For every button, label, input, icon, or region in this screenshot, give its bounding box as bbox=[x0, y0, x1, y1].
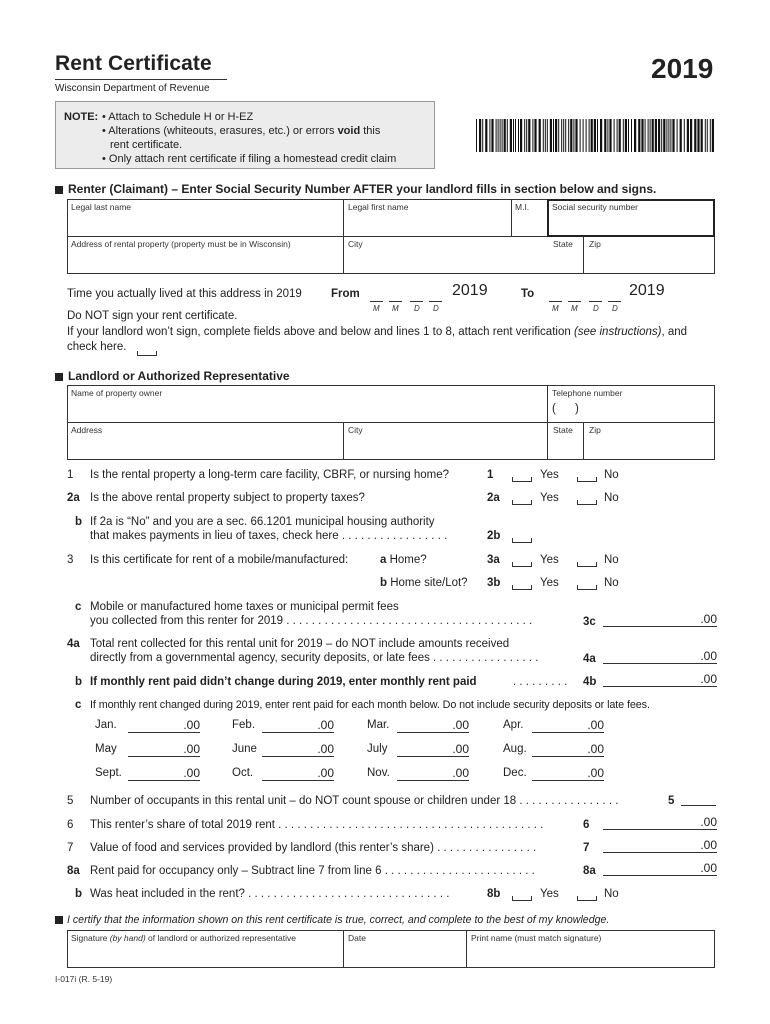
month-label-dec: Dec. bbox=[503, 767, 527, 779]
barcode-bar bbox=[563, 119, 564, 152]
barcode-bar bbox=[641, 119, 643, 152]
barcode-bar bbox=[528, 119, 530, 152]
line-8b-text: Was heat included in the rent? . . . . . . . . . . . . . . . . . . . . . . . . . . . . . . . . bbox=[90, 888, 450, 900]
line-2b-number: b bbox=[75, 516, 83, 528]
barcode-bar bbox=[570, 119, 572, 152]
line-4a-number: 4a bbox=[67, 638, 80, 650]
note-line-2: • Alterations (whiteouts, erasures, etc.) or errors void this bbox=[102, 125, 381, 137]
line-5-text: Number of occupants in this rental unit – do NOT count spouse or children under 18 . . . . . . . . . . . . . . . . bbox=[90, 795, 619, 807]
barcode-bar bbox=[619, 119, 621, 152]
barcode-bar bbox=[623, 119, 624, 152]
barcode-bar bbox=[543, 119, 544, 152]
cents-label: .00 bbox=[700, 672, 717, 686]
barcode-bar bbox=[504, 119, 506, 152]
landlord-city-label: City bbox=[348, 425, 363, 435]
line-1-number: 1 bbox=[67, 469, 74, 481]
cents-label: .00 bbox=[587, 718, 604, 732]
barcode-bar bbox=[550, 119, 552, 152]
line-3-text: Is this certificate for rent of a mobile/manufactured: bbox=[90, 554, 349, 566]
mm-label: M bbox=[571, 304, 578, 313]
line-3b-yes-checkbox[interactable] bbox=[512, 585, 532, 590]
barcode-bar bbox=[648, 119, 649, 152]
mm-label: M bbox=[392, 304, 399, 313]
landlord-address-label: Address bbox=[71, 425, 103, 435]
barcode-bar bbox=[652, 119, 654, 152]
line-7-number: 7 bbox=[67, 842, 74, 854]
line-3a-ref: 3a bbox=[487, 554, 500, 566]
line-6-number: 6 bbox=[67, 819, 74, 831]
line-4b-number: b bbox=[75, 676, 83, 688]
month-amount-oct[interactable] bbox=[262, 766, 334, 781]
phone-parens: ( ) bbox=[552, 403, 579, 415]
from-day-digit[interactable] bbox=[410, 301, 423, 302]
cents-label: .00 bbox=[587, 766, 604, 780]
barcode-bar bbox=[489, 119, 490, 152]
line-3c-amount-field[interactable] bbox=[603, 612, 717, 627]
barcode-bar bbox=[604, 119, 606, 152]
barcode-bar bbox=[631, 119, 632, 152]
divider bbox=[583, 236, 584, 274]
line-4a-text-2: directly from a governmental agency, security deposits, or late fees . . . . . . . . . . . . . . . . . bbox=[90, 652, 539, 664]
month-label-jun: June bbox=[232, 743, 257, 755]
yes-label: Yes bbox=[540, 554, 559, 566]
line-3a-text: a Home? bbox=[380, 554, 427, 566]
barcode-bar bbox=[594, 119, 596, 152]
certify-text: I certify that the information shown on this rent certificate is true, correct, and complete to the best of my knowledge. bbox=[67, 914, 610, 926]
barcode-bar bbox=[661, 119, 662, 152]
from-label: From bbox=[331, 288, 360, 300]
renter-city-label: City bbox=[348, 239, 363, 249]
line-6-text: This renter’s share of total 2019 rent . . . . . . . . . . . . . . . . . . . . . . . . . . . . . . . . . . . . . . . . . . bbox=[90, 819, 544, 831]
barcode-bar bbox=[625, 119, 627, 152]
divider bbox=[583, 422, 584, 460]
signature-field[interactable] bbox=[68, 944, 342, 967]
print-name-field[interactable] bbox=[467, 944, 714, 967]
month-amount-dec[interactable] bbox=[532, 766, 604, 781]
renter-zip-label: Zip bbox=[589, 239, 601, 249]
cents-label: .00 bbox=[452, 766, 469, 780]
line-1-ref: 1 bbox=[487, 469, 494, 481]
line-6-amount-field[interactable] bbox=[603, 815, 717, 830]
note-label: NOTE: bbox=[64, 111, 99, 123]
line-4a-ref: 4a bbox=[583, 653, 596, 665]
no-label: No bbox=[604, 888, 619, 900]
to-day-digit[interactable] bbox=[589, 301, 602, 302]
barcode-bar bbox=[532, 119, 533, 152]
time-lived-label: Time you actually lived at this address in 2019 bbox=[67, 288, 302, 300]
cents-label: .00 bbox=[183, 766, 200, 780]
barcode-bar bbox=[515, 119, 516, 152]
date-field[interactable] bbox=[344, 944, 465, 967]
note-line-4: • Only attach rent certificate if filing a homestead credit claim bbox=[102, 153, 397, 165]
barcode-bar bbox=[558, 119, 559, 152]
legal-first-name-label: Legal first name bbox=[348, 202, 409, 212]
barcode-bar bbox=[663, 119, 665, 152]
barcode-bar bbox=[650, 119, 651, 152]
barcode-bar bbox=[687, 119, 689, 152]
barcode-bar bbox=[712, 119, 714, 152]
barcode-bar bbox=[534, 119, 536, 152]
cents-label: .00 bbox=[452, 742, 469, 756]
barcode-bar bbox=[655, 119, 657, 152]
form-id: I-017i (R. 5-19) bbox=[55, 974, 113, 984]
line-2a-number: 2a bbox=[67, 492, 80, 504]
cents-label: .00 bbox=[700, 649, 717, 663]
landlord-wont-sign-checkbox[interactable] bbox=[137, 351, 157, 356]
legal-last-name-label: Legal last name bbox=[71, 202, 132, 212]
barcode-bar bbox=[677, 119, 678, 152]
yes-label: Yes bbox=[540, 888, 559, 900]
month-label-jan: Jan. bbox=[95, 719, 117, 731]
line-5-number: 5 bbox=[67, 795, 74, 807]
barcode-bar bbox=[589, 119, 590, 152]
line-3c-text-2: you collected from this renter for 2019 . . . . . . . . . . . . . . . . . . . . . . . . . . . . . . . . . . . . . . . bbox=[90, 615, 533, 627]
barcode-bar bbox=[518, 119, 519, 152]
barcode-bar bbox=[583, 119, 584, 152]
no-label: No bbox=[604, 492, 619, 504]
cents-label: .00 bbox=[183, 742, 200, 756]
barcode-bar bbox=[707, 119, 708, 152]
line-3b-ref: 3b bbox=[487, 577, 501, 589]
cents-label: .00 bbox=[700, 838, 717, 852]
barcode-bar bbox=[680, 119, 682, 152]
month-label-sep: Sept. bbox=[95, 767, 122, 779]
renter-state-label: State bbox=[553, 239, 573, 249]
from-month-digit[interactable] bbox=[389, 301, 402, 302]
barcode-bar bbox=[697, 119, 699, 152]
line-8b-yes-checkbox[interactable] bbox=[512, 896, 532, 901]
note-line-3: rent certificate. bbox=[110, 139, 183, 151]
barcode-bar bbox=[670, 119, 671, 152]
line-4b-text: If monthly rent paid didn’t change during 2019, enter monthly rent paid bbox=[90, 676, 477, 688]
line-1-no-checkbox[interactable] bbox=[577, 477, 597, 482]
line-3b-text: b Home site/Lot? bbox=[380, 577, 468, 589]
dd-label: D bbox=[612, 304, 618, 313]
yes-label: Yes bbox=[540, 492, 559, 504]
cents-label: .00 bbox=[700, 815, 717, 829]
divider bbox=[547, 385, 548, 460]
section-bullet bbox=[55, 916, 63, 924]
barcode-bar bbox=[500, 119, 501, 152]
month-amount-jun[interactable] bbox=[262, 742, 334, 757]
do-not-sign-text: Do NOT sign your rent certificate. bbox=[67, 310, 238, 322]
line-8a-ref: 8a bbox=[583, 865, 596, 877]
month-label-nov: Nov. bbox=[367, 767, 390, 779]
line-4b-ref: 4b bbox=[583, 676, 597, 688]
barcode-bar bbox=[597, 119, 598, 152]
barcode-bar bbox=[705, 119, 706, 152]
line-8a-text: Rent paid for occupancy only – Subtract line 7 from line 6 . . . . . . . . . . . . . . . . . . . . . . . . bbox=[90, 865, 535, 877]
line-4a-text-1: Total rent collected for this rental unit for 2019 – do NOT include amounts received bbox=[90, 638, 510, 650]
line-3-number: 3 bbox=[67, 554, 74, 566]
barcode-bar bbox=[513, 119, 514, 152]
barcode-bar bbox=[561, 119, 562, 152]
line-8a-amount-field[interactable] bbox=[603, 861, 717, 876]
month-label-may: May bbox=[95, 743, 117, 755]
month-amount-may[interactable] bbox=[128, 742, 200, 757]
no-label: No bbox=[604, 554, 619, 566]
barcode-bar bbox=[701, 119, 703, 152]
yes-label: Yes bbox=[540, 469, 559, 481]
month-amount-sep[interactable] bbox=[128, 766, 200, 781]
cents-label: .00 bbox=[317, 742, 334, 756]
to-year: 2019 bbox=[629, 282, 665, 299]
divider bbox=[343, 199, 344, 274]
landlord-heading: Landlord or Authorized Representative bbox=[68, 369, 290, 383]
mi-label: M.I. bbox=[515, 202, 530, 212]
month-amount-feb[interactable] bbox=[262, 718, 334, 733]
no-label: No bbox=[604, 577, 619, 589]
barcode-bar bbox=[526, 119, 527, 152]
cents-label: .00 bbox=[700, 861, 717, 875]
barcode-bar bbox=[710, 119, 711, 152]
note-line-1: • Attach to Schedule H or H-EZ bbox=[102, 111, 254, 123]
line-4c-text: If monthly rent changed during 2019, enter rent paid for each month below. Do not include security deposits or late fees. bbox=[90, 699, 650, 711]
line-4a-amount-field[interactable] bbox=[603, 649, 717, 664]
barcode-bar bbox=[591, 119, 593, 152]
form-title: Rent Certificate bbox=[55, 52, 212, 75]
line-2a-yes-checkbox[interactable] bbox=[512, 500, 532, 505]
line-2a-text: Is the above rental property subject to property taxes? bbox=[90, 492, 365, 504]
to-label: To bbox=[521, 288, 535, 300]
month-label-mar: Mar. bbox=[367, 719, 390, 731]
line-7-ref: 7 bbox=[583, 842, 590, 854]
landlord-row-divider bbox=[67, 422, 715, 423]
barcode-bar bbox=[553, 119, 554, 152]
barcode-bar bbox=[568, 119, 569, 152]
barcode-bar bbox=[520, 119, 522, 152]
line-4b-amount-field[interactable] bbox=[603, 672, 717, 687]
line-8a-number: 8a bbox=[67, 865, 80, 877]
barcode-bar bbox=[482, 119, 483, 152]
barcode-bar bbox=[573, 119, 574, 152]
month-amount-jul[interactable] bbox=[397, 742, 469, 757]
divider bbox=[511, 199, 512, 236]
line-2a-ref: 2a bbox=[487, 492, 500, 504]
barcode-bar bbox=[547, 119, 548, 152]
from-day-digit[interactable] bbox=[429, 301, 442, 302]
line-2b-ref: 2b bbox=[487, 530, 501, 542]
rental-address-label: Address of rental property (property must be in Wisconsin) bbox=[71, 239, 291, 249]
barcode-bar bbox=[580, 119, 581, 152]
line-3c-ref: 3c bbox=[583, 616, 596, 628]
barcode-bar bbox=[586, 119, 587, 152]
line-1-text: Is the rental property a long-term care facility, CBRF, or nursing home? bbox=[90, 469, 449, 481]
line-2a-no-checkbox[interactable] bbox=[577, 500, 597, 505]
to-month-digit[interactable] bbox=[568, 301, 581, 302]
to-day-digit[interactable] bbox=[608, 301, 621, 302]
barcode-bar bbox=[510, 119, 512, 152]
barcode-bar bbox=[617, 119, 618, 152]
check-here-text: check here. bbox=[67, 341, 127, 353]
barcode-bar bbox=[507, 119, 508, 152]
line-7-amount-field[interactable] bbox=[603, 838, 717, 853]
dd-label: D bbox=[414, 304, 420, 313]
line-8b-no-checkbox[interactable] bbox=[577, 896, 597, 901]
barcode-bar bbox=[634, 119, 636, 152]
barcode-bar bbox=[628, 119, 629, 152]
cents-label: .00 bbox=[700, 612, 717, 626]
line-3a-no-checkbox[interactable] bbox=[577, 562, 597, 567]
barcode-bar bbox=[575, 119, 577, 152]
cents-label: .00 bbox=[587, 742, 604, 756]
barcode-bar bbox=[479, 119, 481, 152]
month-amount-apr[interactable] bbox=[532, 718, 604, 733]
cents-label: .00 bbox=[452, 718, 469, 732]
cents-label: .00 bbox=[317, 718, 334, 732]
line-5-ref: 5 bbox=[668, 795, 675, 807]
owner-name-label: Name of property owner bbox=[71, 388, 163, 398]
barcode-bar bbox=[476, 119, 477, 152]
month-amount-nov[interactable] bbox=[397, 766, 469, 781]
form-year: 2019 bbox=[651, 53, 714, 84]
barcode-bar bbox=[609, 119, 611, 152]
month-label-feb: Feb. bbox=[232, 719, 256, 731]
section-bullet bbox=[55, 373, 63, 381]
ssn-label: Social security number bbox=[552, 202, 638, 212]
landlord-state-label: State bbox=[553, 425, 573, 435]
line-2b-text-2: that makes payments in lieu of taxes, check here . . . . . . . . . . . . . . . . . bbox=[90, 530, 448, 542]
line-3c-number: c bbox=[75, 601, 82, 613]
barcode-bar bbox=[645, 119, 646, 152]
barcode-bar bbox=[555, 119, 557, 152]
line-3b-no-checkbox[interactable] bbox=[577, 585, 597, 590]
month-label-aug: Aug. bbox=[503, 743, 527, 755]
barcode-bar bbox=[672, 119, 674, 152]
line-7-text: Value of food and services provided by landlord (this renter’s share) . . . . . . . . . . . . . . . . bbox=[90, 842, 537, 854]
line-4c-number: c bbox=[75, 699, 82, 711]
barcode-image bbox=[476, 119, 715, 152]
month-label-apr: Apr. bbox=[503, 719, 524, 731]
divider bbox=[343, 422, 344, 460]
line-3c-text-1: Mobile or manufactured home taxes or municipal permit fees bbox=[90, 601, 399, 613]
renter-heading: Renter (Claimant) – Enter Social Security Number AFTER your landlord fills in section below and signs. bbox=[68, 182, 657, 196]
line-1-yes-checkbox[interactable] bbox=[512, 477, 532, 482]
department-name: Wisconsin Department of Revenue bbox=[55, 83, 210, 94]
month-label-oct: Oct. bbox=[232, 767, 254, 779]
landlord-wont-sign-text: If your landlord won’t sign, complete fields above and below and lines 1 to 8, attach rent verification (see instructions), and bbox=[67, 326, 688, 338]
to-month-digit[interactable] bbox=[549, 301, 562, 302]
line-8b-number: b bbox=[75, 888, 83, 900]
barcode-bar bbox=[496, 119, 497, 152]
dd-label: D bbox=[593, 304, 599, 313]
barcode-bar bbox=[614, 119, 615, 152]
dd-label: D bbox=[433, 304, 439, 313]
cents-label: .00 bbox=[183, 718, 200, 732]
line-2b-text-1: If 2a is “No” and you are a sec. 66.1201 municipal housing authority bbox=[90, 516, 435, 528]
month-label-jul: July bbox=[367, 743, 388, 755]
line-5-occupants-field[interactable] bbox=[681, 792, 716, 806]
barcode-bar bbox=[658, 119, 660, 152]
line-2b-checkbox[interactable] bbox=[512, 538, 532, 543]
telephone-label: Telephone number bbox=[552, 388, 623, 398]
date-label: Date bbox=[348, 933, 366, 943]
cents-label: .00 bbox=[317, 766, 334, 780]
signature-label: Signature (by hand) of landlord or authorized representative bbox=[71, 933, 296, 943]
barcode-bar bbox=[485, 119, 487, 152]
barcode-bar bbox=[684, 119, 685, 152]
barcode-bar bbox=[666, 119, 667, 152]
barcode-bar bbox=[668, 119, 669, 152]
print-name-label: Print name (must match signature) bbox=[471, 933, 602, 943]
from-year: 2019 bbox=[452, 282, 488, 299]
no-label: No bbox=[604, 469, 619, 481]
barcode-bar bbox=[694, 119, 696, 152]
title-rule bbox=[55, 79, 227, 80]
barcode-bar bbox=[524, 119, 525, 152]
line-3a-yes-checkbox[interactable] bbox=[512, 562, 532, 567]
barcode-bar bbox=[565, 119, 566, 152]
month-amount-jan[interactable] bbox=[128, 718, 200, 733]
barcode-bar bbox=[502, 119, 503, 152]
barcode-bar bbox=[545, 119, 546, 152]
barcode-bar bbox=[638, 119, 640, 152]
yes-label: Yes bbox=[540, 577, 559, 589]
barcode-bar bbox=[539, 119, 541, 152]
month-amount-aug[interactable] bbox=[532, 742, 604, 757]
line-8b-ref: 8b bbox=[487, 888, 501, 900]
barcode-bar bbox=[607, 119, 608, 152]
line-4b-dots: . . . . . . . . . bbox=[513, 676, 568, 688]
barcode-bar bbox=[491, 119, 493, 152]
mm-label: M bbox=[552, 304, 559, 313]
barcode-bar bbox=[498, 119, 499, 152]
section-bullet bbox=[55, 186, 63, 194]
barcode-bar bbox=[600, 119, 602, 152]
mm-label: M bbox=[373, 304, 380, 313]
landlord-zip-label: Zip bbox=[589, 425, 601, 435]
barcode-bar bbox=[690, 119, 692, 152]
month-amount-mar[interactable] bbox=[397, 718, 469, 733]
from-month-digit[interactable] bbox=[370, 301, 383, 302]
line-6-ref: 6 bbox=[583, 819, 590, 831]
